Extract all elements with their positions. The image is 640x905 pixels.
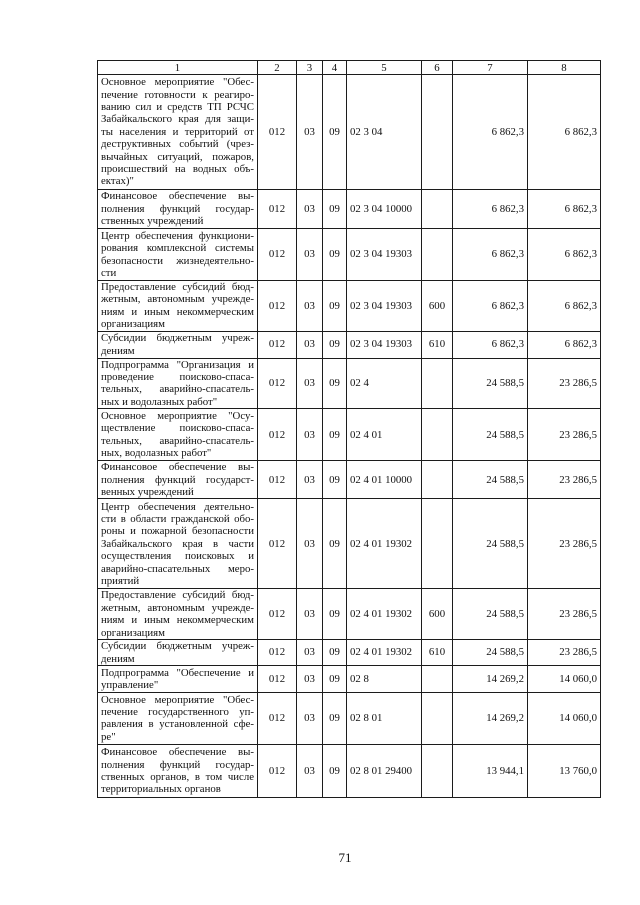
col5-cell: 02 8 01 29400 [347, 744, 422, 797]
col6-cell: 610 [422, 640, 453, 666]
table-row [98, 281, 601, 332]
col3-cell: 03 [297, 331, 323, 358]
col8-cell: 6 862,3 [528, 75, 601, 190]
column-number-5: 5 [347, 61, 422, 75]
col4-cell: 09 [323, 589, 347, 640]
budget-table [97, 60, 601, 798]
col6-cell [422, 461, 453, 499]
item-name-line: сти в области гражданской обо- [101, 512, 254, 525]
column-number-1: 1 [98, 61, 258, 75]
col2-cell: 012 [258, 229, 297, 281]
col8-cell: 14 060,0 [528, 692, 601, 744]
col2-cell: 012 [258, 692, 297, 744]
item-name-cell [98, 190, 258, 229]
col6-cell: 600 [422, 589, 453, 640]
item-name-line: Финансовое обеспечение вы- [101, 190, 254, 203]
item-name-line: Центр обеспечения функциони- [101, 229, 254, 242]
col7-cell: 24 588,5 [453, 461, 528, 499]
item-name-line: организациям [101, 318, 165, 331]
item-name-cell [98, 409, 258, 461]
item-name-line: жетным, автономным учрежде- [101, 293, 254, 306]
col2-cell: 012 [258, 190, 297, 229]
item-name-cell [98, 692, 258, 744]
col6-cell [422, 190, 453, 229]
item-name-line: Финансовое обеспечение вы- [101, 746, 254, 759]
col7-cell: 6 862,3 [453, 190, 528, 229]
col4-cell: 09 [323, 461, 347, 499]
col8-cell: 13 760,0 [528, 744, 601, 797]
col2-cell: 012 [258, 75, 297, 190]
col4-cell: 09 [323, 229, 347, 281]
col4-cell: 09 [323, 190, 347, 229]
table-row [98, 744, 601, 797]
col3-cell: 03 [297, 281, 323, 332]
table-row [98, 665, 601, 692]
col3-cell: 03 [297, 692, 323, 744]
item-name-line: Подпрограмма "Организация и [101, 358, 254, 371]
table-row [98, 331, 601, 358]
col6-cell: 610 [422, 331, 453, 358]
table-row [98, 640, 601, 666]
column-number-2: 2 [258, 61, 297, 75]
item-name-line: деструктивных событий (чрез- [101, 138, 254, 151]
item-name-line: аварийно-спасательных меро- [101, 562, 254, 575]
col5-cell: 02 8 01 [347, 692, 422, 744]
col4-cell: 09 [323, 75, 347, 190]
col7-cell: 24 588,5 [453, 640, 528, 666]
col3-cell: 03 [297, 190, 323, 229]
item-name-line: Основное мероприятие "Осу- [101, 409, 254, 422]
col4-cell: 09 [323, 640, 347, 666]
col3-cell: 03 [297, 409, 323, 461]
col8-cell: 6 862,3 [528, 281, 601, 332]
item-name-line: печение готовности к реагиро- [101, 88, 254, 101]
col5-cell: 02 4 01 10000 [347, 461, 422, 499]
table-row [98, 589, 601, 640]
col3-cell: 03 [297, 589, 323, 640]
item-name-line: роны и пожарной безопасности [101, 525, 254, 538]
col7-cell: 6 862,3 [453, 331, 528, 358]
col6-cell [422, 358, 453, 409]
col7-cell: 13 944,1 [453, 744, 528, 797]
item-name-cell [98, 499, 258, 589]
col2-cell: 012 [258, 640, 297, 666]
col5-cell: 02 4 01 19302 [347, 499, 422, 589]
item-name-cell [98, 665, 258, 692]
col6-cell [422, 229, 453, 281]
col8-cell: 23 286,5 [528, 640, 601, 666]
col8-cell: 23 286,5 [528, 409, 601, 461]
item-name-line: ванию сил и средств ТП РСЧС [101, 100, 254, 113]
item-name-cell [98, 640, 258, 666]
col6-cell [422, 409, 453, 461]
col7-cell: 14 269,2 [453, 692, 528, 744]
col7-cell: 14 269,2 [453, 665, 528, 692]
col3-cell: 03 [297, 744, 323, 797]
col8-cell: 23 286,5 [528, 499, 601, 589]
table-row [98, 409, 601, 461]
table-row [98, 358, 601, 409]
item-name-line: печение государственного уп- [101, 706, 254, 718]
col8-cell: 6 862,3 [528, 229, 601, 281]
col5-cell: 02 3 04 19303 [347, 281, 422, 332]
table-row [98, 190, 601, 229]
col5-cell: 02 3 04 [347, 75, 422, 190]
column-number-3: 3 [297, 61, 323, 75]
item-name-line: вычайных ситуаций, пожаров, [101, 150, 254, 163]
item-name-line: ре" [101, 730, 116, 743]
col2-cell: 012 [258, 589, 297, 640]
item-name-line: Финансовое обеспечение вы- [101, 461, 254, 474]
page-number: 71 [338, 850, 352, 865]
item-name-line: ществление поисково-спаса- [101, 422, 254, 435]
item-name-line: Забайкальского края для защи- [101, 113, 254, 126]
item-name-cell [98, 281, 258, 332]
col7-cell: 24 588,5 [453, 358, 528, 409]
item-name-line: ниям и иным некоммерческим [101, 305, 254, 318]
item-name-line: Предоставление субсидий бюд- [101, 589, 254, 602]
table-row [98, 692, 601, 744]
col5-cell: 02 4 01 19302 [347, 589, 422, 640]
col5-cell: 02 3 04 19303 [347, 229, 422, 281]
item-name-cell [98, 358, 258, 409]
item-name-line: территориальных органов [101, 783, 221, 796]
item-name-line: Основное мероприятие "Обес- [101, 693, 254, 706]
item-name-line: ственных учреждений [101, 215, 204, 228]
column-number-8: 8 [528, 61, 601, 75]
col5-cell: 02 3 04 10000 [347, 190, 422, 229]
col6-cell [422, 665, 453, 692]
item-name-line: тельных, аварийно-спасатель- [101, 383, 254, 396]
col5-cell: 02 4 01 [347, 409, 422, 461]
col2-cell: 012 [258, 461, 297, 499]
col2-cell: 012 [258, 358, 297, 409]
col7-cell: 6 862,3 [453, 281, 528, 332]
table-row [98, 461, 601, 499]
item-name-line: происшествий на водных объ- [101, 163, 254, 176]
item-name-line: ектах)" [101, 175, 134, 188]
item-name-cell [98, 229, 258, 281]
col4-cell: 09 [323, 281, 347, 332]
col4-cell: 09 [323, 409, 347, 461]
col5-cell: 02 3 04 19303 [347, 331, 422, 358]
col2-cell: 012 [258, 665, 297, 692]
col6-cell [422, 692, 453, 744]
item-name-cell [98, 331, 258, 358]
column-number-7: 7 [453, 61, 528, 75]
item-name-cell [98, 461, 258, 499]
col2-cell: 012 [258, 744, 297, 797]
item-name-line: венных учреждений [101, 486, 194, 499]
item-name-line: полнения функций государ- [101, 202, 254, 215]
col4-cell: 09 [323, 358, 347, 409]
col7-cell: 24 588,5 [453, 499, 528, 589]
col7-cell: 24 588,5 [453, 409, 528, 461]
col6-cell [422, 744, 453, 797]
col4-cell: 09 [323, 665, 347, 692]
item-name-line: Центр обеспечения деятельно- [101, 500, 254, 513]
col4-cell: 09 [323, 499, 347, 589]
col8-cell: 6 862,3 [528, 331, 601, 358]
item-name-line: Субсидии бюджетным учреж- [101, 332, 254, 345]
col7-cell: 24 588,5 [453, 589, 528, 640]
item-name-line: приятий [101, 574, 140, 587]
item-name-line: тельных, аварийно-спасатель- [101, 434, 254, 447]
col2-cell: 012 [258, 281, 297, 332]
item-name-line: ственных органов, в том числе [101, 770, 254, 783]
col8-cell: 14 060,0 [528, 665, 601, 692]
item-name-line: сти [101, 266, 117, 279]
item-name-line: Подпрограмма "Обеспечение и [101, 666, 254, 679]
col3-cell: 03 [297, 229, 323, 281]
item-name-line: Основное мероприятие "Обес- [101, 76, 254, 89]
col7-cell: 6 862,3 [453, 75, 528, 190]
item-name-line: осуществления поисковых и [101, 550, 254, 563]
col3-cell: 03 [297, 358, 323, 409]
col8-cell: 23 286,5 [528, 461, 601, 499]
item-name-line: Предоставление субсидий бюд- [101, 281, 254, 293]
column-number-6: 6 [422, 61, 453, 75]
item-name-line: ных и водолазных работ" [101, 395, 218, 408]
item-name-line: жетным, автономным учрежде- [101, 601, 254, 614]
item-name-line: организациям [101, 626, 165, 639]
col3-cell: 03 [297, 75, 323, 190]
col3-cell: 03 [297, 665, 323, 692]
col6-cell [422, 75, 453, 190]
col4-cell: 09 [323, 331, 347, 358]
item-name-line: ниям и иным некоммерческим [101, 614, 254, 627]
item-name-line: дениям [101, 652, 135, 665]
item-name-line: Субсидии бюджетным учреж- [101, 640, 254, 653]
table-row [98, 75, 601, 190]
column-number-4: 4 [323, 61, 347, 75]
item-name-line: ты населения и территорий от [101, 125, 254, 138]
item-name-line: безопасности жизнедеятельно- [101, 254, 254, 267]
item-name-cell [98, 744, 258, 797]
item-name-line: полнения функций государ- [101, 758, 254, 771]
col6-cell: 600 [422, 281, 453, 332]
col7-cell: 6 862,3 [453, 229, 528, 281]
item-name-line: равления в установленной сфе- [101, 718, 254, 731]
item-name-line: полнения функций государст- [101, 473, 254, 486]
col4-cell: 09 [323, 692, 347, 744]
item-name-line: дениям [101, 344, 135, 357]
item-name-line: Забайкальского края в части [101, 537, 254, 550]
col6-cell [422, 499, 453, 589]
col8-cell: 6 862,3 [528, 190, 601, 229]
col2-cell: 012 [258, 331, 297, 358]
col2-cell: 012 [258, 499, 297, 589]
col3-cell: 03 [297, 461, 323, 499]
item-name-line: управление" [101, 678, 159, 691]
item-name-line: рования комплексной системы [101, 242, 254, 255]
item-name-line: проведение поисково-спаса- [101, 371, 254, 384]
table-row [98, 499, 601, 589]
col8-cell: 23 286,5 [528, 358, 601, 409]
col8-cell: 23 286,5 [528, 589, 601, 640]
col5-cell: 02 4 01 19302 [347, 640, 422, 666]
col3-cell: 03 [297, 640, 323, 666]
header-row [98, 61, 601, 75]
item-name-line: ных, водолазных работ" [101, 447, 212, 460]
col2-cell: 012 [258, 409, 297, 461]
col5-cell: 02 8 [347, 665, 422, 692]
item-name-cell [98, 75, 258, 190]
item-name-cell [98, 589, 258, 640]
col3-cell: 03 [297, 499, 323, 589]
col5-cell: 02 4 [347, 358, 422, 409]
table-row [98, 229, 601, 281]
col4-cell: 09 [323, 744, 347, 797]
